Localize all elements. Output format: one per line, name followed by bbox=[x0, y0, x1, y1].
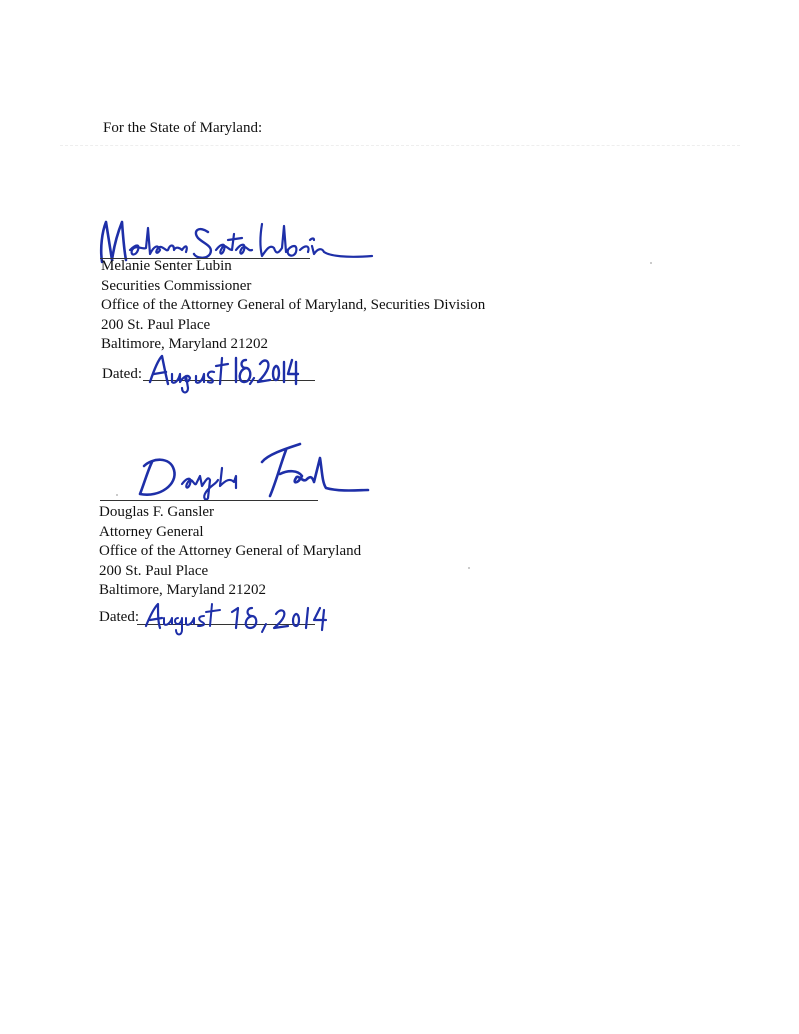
scan-speck bbox=[650, 262, 652, 264]
signatory-2-handwritten-date bbox=[144, 600, 334, 640]
signatory-2-city: Baltimore, Maryland 21202 bbox=[99, 582, 267, 598]
signatory-1-city: Baltimore, Maryland 21202 bbox=[101, 336, 269, 352]
scan-artifact-line bbox=[60, 145, 740, 146]
signatory-1-dated-label: Dated: bbox=[102, 366, 142, 382]
signatory-1-office: Office of the Attorney General of Maryland, Securities Division bbox=[101, 297, 486, 313]
signatory-1-handwritten-date bbox=[146, 352, 306, 396]
scan-speck bbox=[116, 494, 118, 496]
signatory-2-office: Office of the Attorney General of Maryland bbox=[99, 543, 362, 559]
signatory-2-title: Attorney General bbox=[99, 523, 204, 540]
signatory-2-street: 200 St. Paul Place bbox=[99, 562, 209, 579]
signatory-1-title: Securities Commissioner bbox=[101, 277, 252, 294]
scan-speck bbox=[468, 567, 470, 569]
document-heading: For the State of Maryland: bbox=[103, 120, 263, 136]
signatory-1-block bbox=[101, 257, 485, 355]
signature-douglas-f-gansler bbox=[130, 440, 370, 504]
signatory-2-block bbox=[99, 503, 361, 601]
signatory-2-name: Douglas F. Gansler bbox=[99, 504, 215, 520]
signature-line-2 bbox=[100, 500, 318, 501]
signatory-1-street: 200 St. Paul Place bbox=[101, 316, 211, 333]
signatory-1-name: Melanie Senter Lubin bbox=[101, 258, 232, 274]
signatory-2-dated-label: Dated: bbox=[99, 609, 139, 625]
